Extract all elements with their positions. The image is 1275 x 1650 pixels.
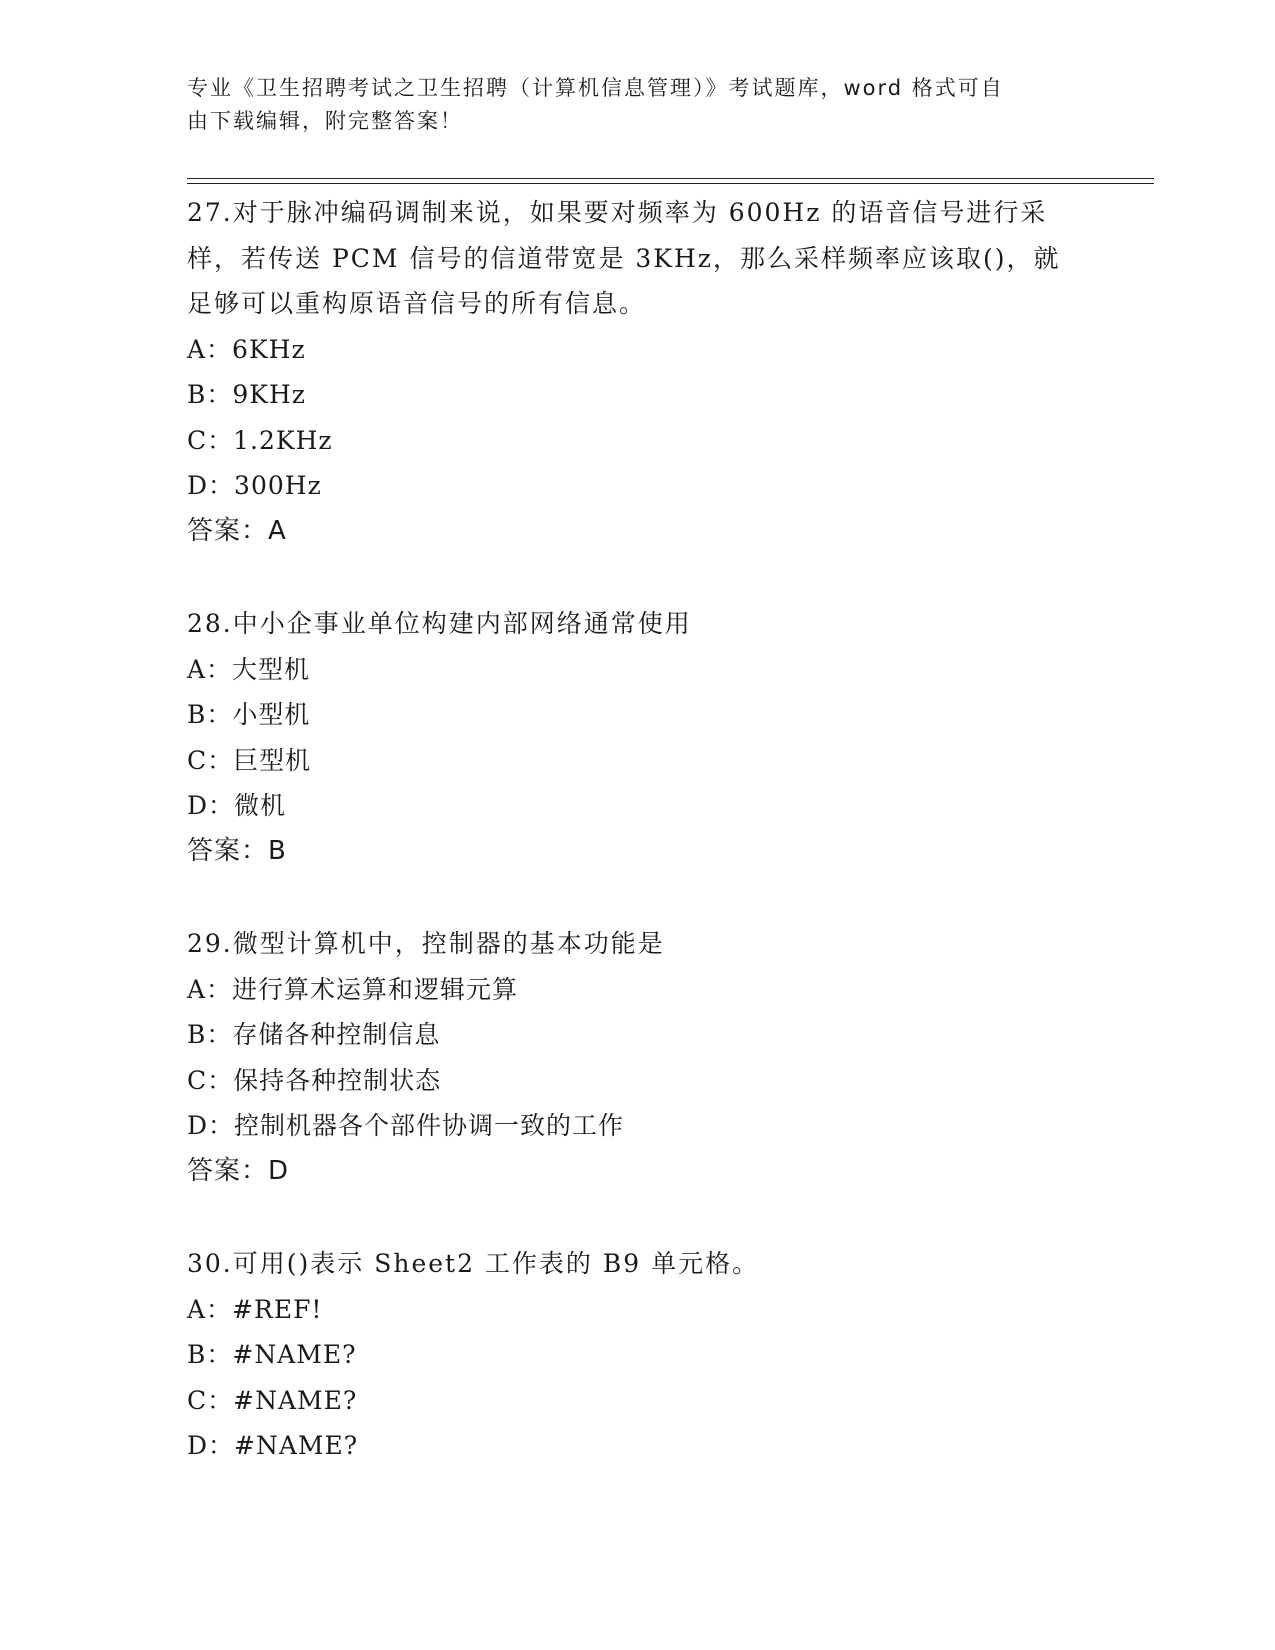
- option-c: C：保持各种控制状态: [187, 1065, 442, 1095]
- answer: 答案：D: [187, 1155, 290, 1186]
- option-c: C：#NAME?: [187, 1385, 358, 1415]
- question-list: [187, 190, 1087, 1469]
- option-c: C：巨型机: [187, 745, 312, 775]
- question-line: 样，若传送 PCM 信号的信道带宽是 3KHz，那么采样频率应该取()，就: [187, 243, 1061, 273]
- option-b: B：#NAME?: [187, 1340, 357, 1369]
- option-a: A：进行算术运算和逻辑元算: [187, 974, 519, 1004]
- answer: 答案：A: [187, 515, 287, 546]
- question-28: [187, 601, 1087, 874]
- option-b: B：存储各种控制信息: [187, 1020, 441, 1049]
- document-header: [187, 72, 1087, 138]
- option-b: B：9KHz: [187, 380, 306, 409]
- header-line-2: 由下载编辑，附完整答案！: [187, 109, 463, 133]
- header-divider-bottom: [187, 183, 1154, 184]
- option-a: A：#REF!: [187, 1294, 323, 1324]
- question-line: 28.中小企事业单位构建内部网络通常使用: [187, 609, 692, 638]
- option-d: D：#NAME?: [187, 1431, 359, 1460]
- question-text: [187, 1241, 1087, 1287]
- option-d: D：300Hz: [187, 471, 322, 500]
- header-line-1: 专业《卫生招聘考试之卫生招聘（计算机信息管理）》考试题库，word 格式可自: [187, 76, 1004, 100]
- answer: 答案：B: [187, 835, 287, 866]
- option-b: B：小型机: [187, 700, 311, 729]
- question-29: [187, 921, 1087, 1194]
- question-line: 30.可用()表示 Sheet2 工作表的 B9 单元格。: [187, 1249, 760, 1278]
- option-a: A：6KHz: [187, 334, 306, 364]
- question-27: [187, 190, 1087, 554]
- question-line: 27.对于脉冲编码调制来说，如果要对频率为 600Hz 的语音信号进行采: [187, 198, 1048, 227]
- question-text: [187, 601, 1087, 647]
- option-d: D：微机: [187, 791, 287, 820]
- question-text: [187, 190, 1087, 327]
- header-divider-top: [187, 178, 1154, 179]
- option-a: A：大型机: [187, 654, 311, 684]
- question-text: [187, 921, 1087, 967]
- question-line: 29.微型计算机中，控制器的基本功能是: [187, 929, 665, 958]
- option-c: C：1.2KHz: [187, 425, 333, 455]
- question-line: 足够可以重构原语音信号的所有信息。: [187, 289, 647, 318]
- question-30: [187, 1241, 1087, 1469]
- option-d: D：控制机器各个部件协调一致的工作: [187, 1111, 625, 1140]
